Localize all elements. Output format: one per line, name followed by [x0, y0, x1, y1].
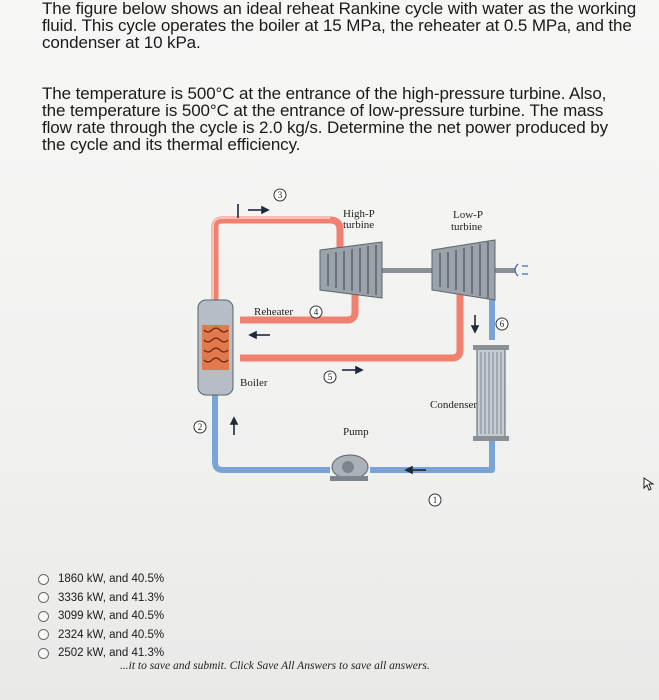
svg-text:6: 6 — [499, 319, 505, 329]
svg-text:4: 4 — [313, 307, 319, 317]
answer-option[interactable] — [38, 570, 164, 588]
pump-unit — [330, 455, 368, 481]
radio-button[interactable] — [38, 574, 49, 585]
state-marker-4 — [310, 306, 322, 318]
option-label: 2502 kW, and 41.3% — [58, 647, 165, 659]
mouse-cursor-icon — [643, 477, 655, 491]
hot-pipes-highlight — [213, 218, 330, 308]
state-marker-5 — [324, 371, 336, 383]
option-label: 3336 kW, and 41.3% — [58, 591, 165, 604]
question-paragraph-1: The figure below shows an ideal reheat Rankine cycle with water as the working fluid. This cycle operates the boiler at 15 MPa, the reheater at 0.5 MPa, and the condenser at 10 kPa. — [42, 0, 637, 52]
reheater-label: Reheater — [254, 306, 294, 318]
option-label: 2324 kW, and 40.5% — [58, 628, 165, 641]
answer-option[interactable] — [38, 589, 164, 607]
radio-button[interactable] — [38, 648, 49, 659]
save-instructions: ...it to save and submit. Click Save All Answers to save all answers. — [120, 660, 430, 672]
high-pressure-turbine — [320, 242, 382, 298]
boiler-label: Boiler — [240, 377, 268, 389]
state-marker-1 — [429, 494, 441, 506]
lp-turbine-label-2: turbine — [451, 221, 483, 233]
svg-text:1: 1 — [432, 495, 438, 505]
radio-button[interactable] — [38, 629, 49, 640]
radio-button[interactable] — [38, 611, 49, 622]
condenser-label: Condenser — [430, 399, 478, 411]
option-label: 1860 kW, and 40.5% — [58, 573, 165, 585]
lp-turbine-label-1: Low-P — [453, 209, 483, 221]
pump-label: Pump — [343, 426, 369, 438]
svg-text:5: 5 — [327, 372, 333, 382]
svg-text:2: 2 — [197, 422, 203, 432]
option-label: 3099 kW, and 40.5% — [58, 610, 165, 622]
low-pressure-turbine — [432, 240, 495, 300]
question-paragraph-2: The temperature is 500°C at the entrance of the high-pressure turbine. Also, the temperature is 500°C at the entrance of low-pressure turbine. The mass flow rate through the cycle is 2.0 kg/s. Determine the net power produced by the cycle and its thermal efficiency. — [42, 84, 608, 154]
boiler-unit — [198, 300, 233, 395]
answer-option[interactable] — [38, 626, 164, 644]
radio-button[interactable] — [38, 592, 49, 603]
answer-option[interactable] — [38, 607, 164, 625]
svg-text:3: 3 — [277, 190, 283, 200]
answer-options — [38, 570, 164, 663]
generator-icon — [515, 264, 528, 276]
condenser-unit — [473, 345, 509, 441]
hp-turbine-label-2: turbine — [343, 219, 375, 231]
reheat-rankine-diagram — [170, 180, 560, 520]
state-marker-2 — [194, 421, 206, 433]
state-marker-3 — [274, 189, 286, 201]
hp-turbine-label-1: High-P — [343, 208, 375, 220]
state-marker-6 — [496, 318, 508, 330]
